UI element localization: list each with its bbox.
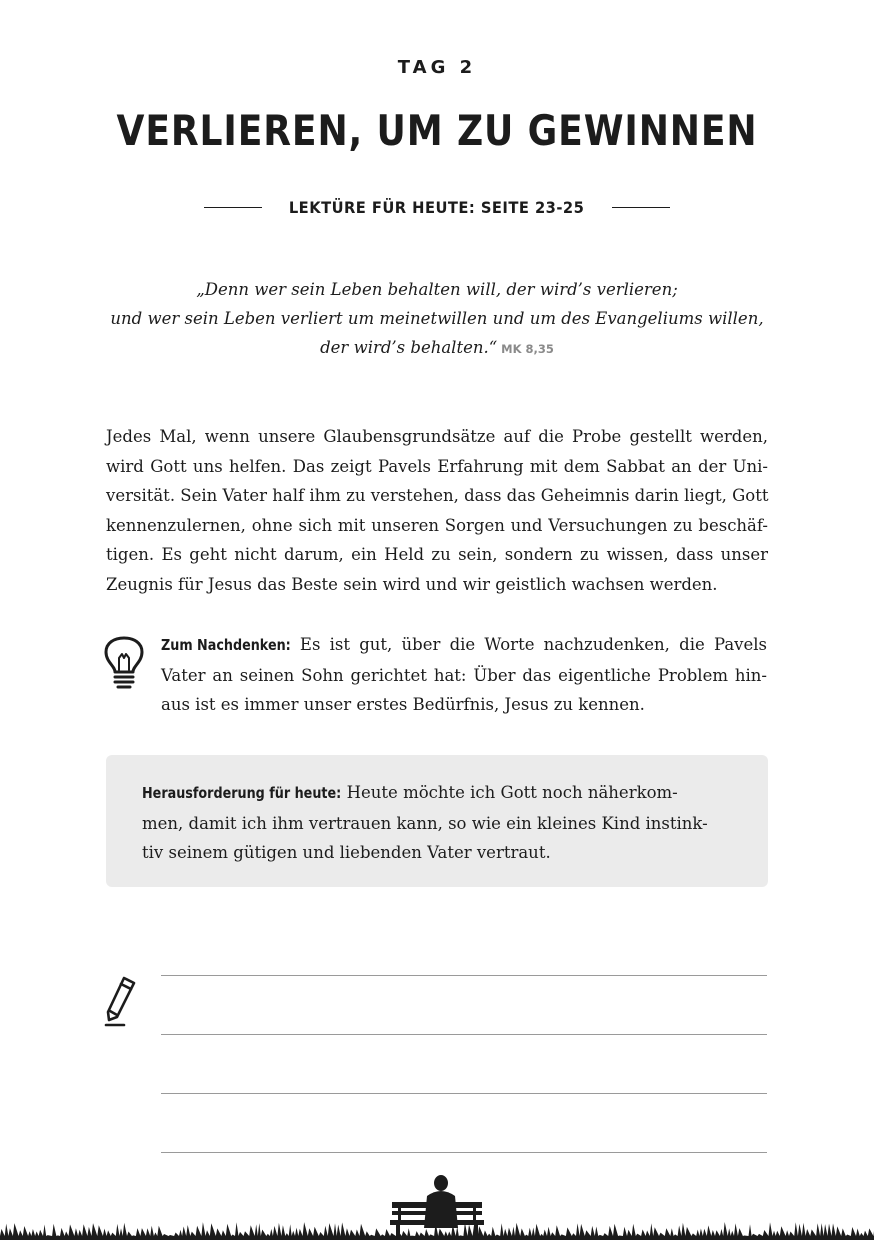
challenge-text: Heute möchte ich Gott noch näherkom-	[341, 783, 678, 802]
reflection-label: Zum Nachdenken:	[161, 636, 291, 654]
quote-line	[60, 333, 814, 364]
body-paragraph	[106, 422, 768, 599]
challenge-line	[142, 778, 727, 809]
body-line: kennenzulernen, ohne sich mit unseren Sorgen und Versuchungen zu beschäf-	[106, 515, 768, 535]
reading-label: LEKTÜRE FÜR HEUTE: SEITE 23-25	[289, 198, 585, 217]
bible-quote	[60, 275, 814, 364]
divider-left	[204, 207, 262, 209]
body-line: tigen. Es geht nicht darum, ein Held zu sein, sondern zu wissen, dass unser	[106, 545, 768, 564]
writing-line[interactable]	[161, 1093, 767, 1094]
challenge-label: Herausforderung für heute:	[142, 784, 342, 802]
quote-line-text: der wird’s behalten.“	[320, 338, 498, 357]
writing-line[interactable]	[161, 1152, 767, 1153]
bench-silhouette-illustration	[0, 1170, 874, 1240]
lightbulb-icon	[103, 636, 145, 692]
quote-reference: MK 8,35	[501, 342, 554, 356]
reflection-text: Es ist gut, über die Worte nachzudenken, die Pavels	[290, 635, 767, 654]
writing-line[interactable]	[161, 1034, 767, 1035]
quote-line: „Denn wer sein Leben behalten will, der wird’s verlieren;	[196, 280, 678, 299]
day-label: TAG 2	[397, 57, 477, 78]
writing-line[interactable]	[161, 975, 767, 976]
page-title: VERLIEREN, UM ZU GEWINNEN	[116, 106, 758, 155]
body-line: versität. Sein Vater half ihm zu verstehen, dass das Geheimnis darin liegt, Gott	[106, 486, 769, 505]
reflection-line	[161, 630, 767, 661]
reading-assignment	[0, 198, 874, 217]
reflection-line: aus ist es immer unser erstes Bedürfnis, Jesus zu kennen.	[161, 695, 645, 714]
challenge-line: tiv seinem gütigen und liebenden Vater vertraut.	[142, 843, 551, 862]
challenge-block	[142, 778, 727, 868]
pencil-icon	[104, 975, 138, 1029]
body-line: Zeugnis für Jesus das Beste sein wird und wir geistlich wachsen werden.	[106, 574, 718, 594]
challenge-line: men, damit ich ihm vertrauen kann, so wie ein kleines Kind instink-	[142, 813, 708, 833]
reflection-line: Vater an seinen Sohn gerichtet hat: Über das eigentliche Problem hin-	[161, 665, 767, 685]
reflection-block	[161, 630, 767, 720]
body-line: Jedes Mal, wenn unsere Glaubensgrundsätze auf die Probe gestellt werden,	[106, 427, 768, 446]
body-line: wird Gott uns helfen. Das zeigt Pavels Erfahrung mit dem Sabbat an der Uni-	[106, 456, 768, 476]
divider-right	[612, 207, 670, 209]
quote-line: und wer sein Leben verliert um meinetwillen und um des Evangeliums willen,	[110, 309, 764, 328]
